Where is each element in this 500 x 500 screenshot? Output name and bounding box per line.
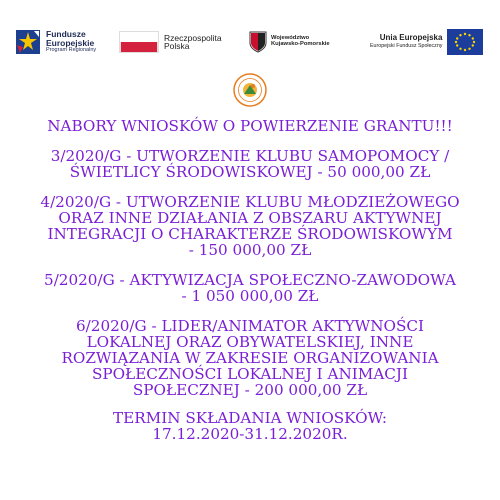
kp-line1: Województwo	[271, 35, 310, 42]
item-line: - 150 000,00 ZŁ	[188, 241, 312, 259]
ue-text	[370, 34, 442, 49]
item-line: INTEGRACJI O CHARAKTERZE ŚRODOWISKOWYM	[47, 225, 453, 243]
kp-line2: Kujawsko-Pomorskie	[271, 41, 330, 47]
grant-item-6	[0, 318, 500, 398]
rp-line2: Polska	[164, 41, 190, 51]
fe-line2: Europejskie	[46, 37, 95, 48]
fe-star-icon	[14, 28, 42, 56]
fe-line3: Program Regionalny	[46, 47, 97, 54]
item-line: SPOŁECZNEJ - 200 000,00 ZŁ	[132, 381, 368, 399]
logo-bar	[0, 22, 500, 62]
announcement-content	[0, 118, 500, 442]
unia-europejska-logo	[370, 22, 483, 62]
rp-text	[164, 34, 222, 51]
kujawsko-pomorskie-logo	[248, 22, 330, 62]
polish-flag-icon	[119, 31, 159, 53]
item-line: LOKALNEJ ORAZ OBYWATELSKIEJ, INNE	[86, 333, 414, 351]
ue-line2: Europejski Fundusz Społeczny	[370, 43, 443, 50]
kp-text	[271, 36, 330, 48]
eu-flag-icon	[447, 29, 483, 55]
item-line: 3/2020/G - UTWORZENIE KLUBU SAMOPOMOCY /	[50, 147, 450, 165]
announcement-heading: NABORY WNIOSKÓW O POWIERZENIE GRANTU!!!	[47, 117, 453, 135]
item-line: 4/2020/G - UTWORZENIE KLUBU MŁODZIEŻOWEGO	[40, 193, 460, 211]
deadline-value: 17.12.2020-31.12.2020R.	[152, 425, 348, 443]
deadline-label: TERMIN SKŁADANIA WNIOSKÓW:	[113, 409, 387, 427]
fundusze-europejskie-logo	[14, 22, 96, 62]
item-line: 6/2020/G - LIDER/ANIMATOR AKTYWNOŚCI	[76, 317, 424, 335]
fe-line1: Fundusze	[46, 29, 86, 40]
item-line: ROZWIĄZANIA W ZAKRESIE ORGANIZOWANIA	[61, 349, 439, 367]
item-line: ŚWIETLICY ŚRODOWISKOWEJ - 50 000,00 ZŁ	[69, 163, 431, 181]
item-line: SPOŁECZNOŚCI LOKALNEJ I ANIMACJI	[91, 365, 408, 383]
association-seal-icon	[233, 73, 267, 107]
item-line: 5/2020/G - AKTYWIZACJA SPOŁECZNO-ZAWODOWA	[44, 271, 456, 289]
kujawsko-pomorskie-crest-icon	[248, 30, 268, 54]
ue-line1: Unia Europejska	[379, 33, 443, 43]
rzeczpospolita-polska-logo	[119, 22, 222, 62]
grant-item-3	[0, 148, 500, 180]
grant-item-5	[0, 272, 500, 304]
item-line: ORAZ INNE DZIAŁANIA Z OBSZARU AKTYWNEJ	[58, 209, 442, 227]
grant-item-4	[0, 194, 500, 258]
fe-text	[46, 30, 96, 54]
rp-line1: Rzeczpospolita	[164, 32, 222, 43]
item-line: - 1 050 000,00 ZŁ	[181, 287, 319, 305]
deadline-block	[0, 410, 500, 442]
